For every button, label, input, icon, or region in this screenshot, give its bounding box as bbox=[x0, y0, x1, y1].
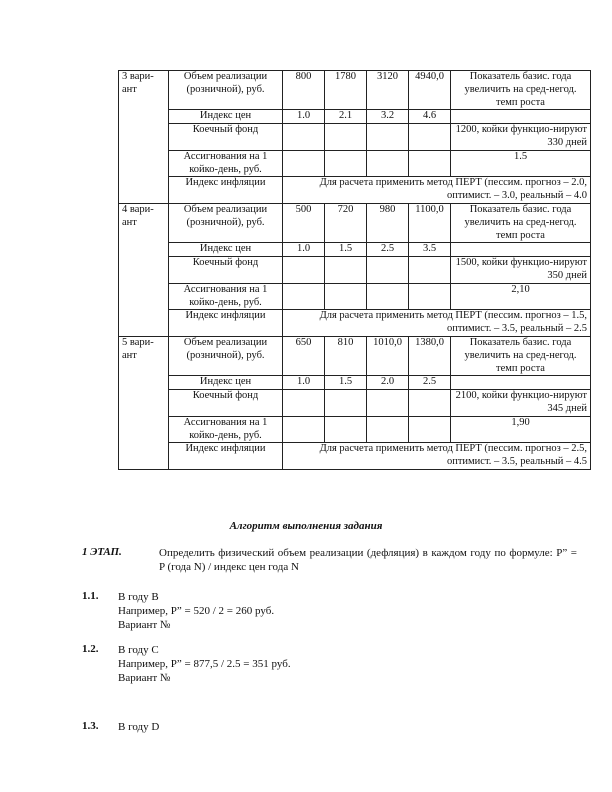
volume-cell: 1380,0 bbox=[409, 336, 451, 375]
volume-cell: 1780 bbox=[325, 71, 367, 110]
volume-note: Показатель базис. года увеличить на сред-негод. темп роста bbox=[451, 336, 591, 375]
price-cell: 1.5 bbox=[325, 376, 367, 390]
step-block bbox=[118, 590, 274, 632]
volume-cell: 980 bbox=[367, 203, 409, 242]
empty-cell bbox=[409, 283, 451, 310]
row-label: Объем реализации (розничной), руб. bbox=[169, 203, 283, 242]
price-cell: 2.5 bbox=[367, 243, 409, 257]
empty-cell bbox=[367, 150, 409, 177]
table-row bbox=[119, 177, 591, 204]
price-cell: 4.6 bbox=[409, 110, 451, 124]
step-number: 1.2. bbox=[82, 643, 99, 655]
row-label: Объем реализации (розничной), руб. bbox=[169, 336, 283, 375]
inflation-note: Для расчета применить метод ПЕРТ (пессим. прогноз – 2.5, оптимист. – 3.5, реальный – 4.5 bbox=[283, 443, 591, 470]
price-cell: 1.0 bbox=[283, 110, 325, 124]
price-cell: 3.2 bbox=[367, 110, 409, 124]
variant-label: 3 вари-ант bbox=[119, 71, 169, 204]
volume-cell: 1010,0 bbox=[367, 336, 409, 375]
empty-cell bbox=[367, 124, 409, 151]
empty-cell bbox=[367, 390, 409, 417]
table-row bbox=[119, 443, 591, 470]
volume-note: Показатель базис. года увеличить на сред-негод. темп роста bbox=[451, 203, 591, 242]
stage-label: 1 ЭТАП. bbox=[82, 546, 122, 558]
bed-note: 1200, койки функцио-нируют 330 дней bbox=[451, 124, 591, 151]
row-label: Ассигнования на 1 койко-день, руб. bbox=[169, 416, 283, 443]
price-cell: 2.5 bbox=[409, 376, 451, 390]
table-row bbox=[119, 376, 591, 390]
row-label: Коечный фонд bbox=[169, 124, 283, 151]
row-label: Коечный фонд bbox=[169, 390, 283, 417]
row-label: Объем реализации (розничной), руб. bbox=[169, 71, 283, 110]
algorithm-title: Алгоритм выполнения задания bbox=[229, 520, 383, 532]
row-label: Индекс инфляции bbox=[169, 310, 283, 337]
assign-value: 1,90 bbox=[451, 416, 591, 443]
volume-cell: 810 bbox=[325, 336, 367, 375]
volume-cell: 650 bbox=[283, 336, 325, 375]
table-row bbox=[119, 243, 591, 257]
variants-table bbox=[118, 70, 591, 470]
price-cell: 1.0 bbox=[283, 376, 325, 390]
row-label: Индекс цен bbox=[169, 110, 283, 124]
row-label: Ассигнования на 1 койко-день, руб. bbox=[169, 150, 283, 177]
volume-cell: 4940,0 bbox=[409, 71, 451, 110]
bed-note: 1500, койки функцио-нируют 350 дней bbox=[451, 257, 591, 284]
volume-cell: 500 bbox=[283, 203, 325, 242]
empty-cell bbox=[325, 390, 367, 417]
table-row bbox=[119, 150, 591, 177]
inflation-note: Для расчета применить метод ПЕРТ (пессим. прогноз – 2.0, оптимист. – 3.0, реальный – 4.0 bbox=[283, 177, 591, 204]
empty-cell bbox=[325, 150, 367, 177]
row-label: Индекс цен bbox=[169, 376, 283, 390]
step-number: 1.3. bbox=[82, 720, 99, 732]
variant-label: 4 вари-ант bbox=[119, 203, 169, 336]
volume-cell: 1100,0 bbox=[409, 203, 451, 242]
empty-cell bbox=[451, 110, 591, 124]
volume-cell: 800 bbox=[283, 71, 325, 110]
empty-cell bbox=[409, 124, 451, 151]
step-line: Например, P” = 520 / 2 = 260 руб. bbox=[118, 605, 275, 617]
empty-cell bbox=[325, 257, 367, 284]
step-line: В году С bbox=[118, 644, 159, 656]
table-row bbox=[119, 390, 591, 417]
empty-cell bbox=[451, 376, 591, 390]
empty-cell bbox=[283, 416, 325, 443]
table-row bbox=[119, 110, 591, 124]
empty-cell bbox=[409, 416, 451, 443]
assign-value: 1.5 bbox=[451, 150, 591, 177]
step-line: В году D bbox=[118, 721, 160, 733]
empty-cell bbox=[283, 150, 325, 177]
assign-value: 2,10 bbox=[451, 283, 591, 310]
price-cell: 3.5 bbox=[409, 243, 451, 257]
table-row bbox=[119, 124, 591, 151]
step-block bbox=[118, 643, 291, 685]
table-row bbox=[119, 416, 591, 443]
empty-cell bbox=[283, 390, 325, 417]
step-line: Вариант № bbox=[118, 619, 171, 631]
step-block bbox=[118, 720, 159, 734]
empty-cell bbox=[367, 283, 409, 310]
price-cell: 2.1 bbox=[325, 110, 367, 124]
price-cell: 1.0 bbox=[283, 243, 325, 257]
table-row bbox=[119, 310, 591, 337]
table-row bbox=[119, 71, 591, 110]
step-line: Например, P” = 877,5 / 2.5 = 351 руб. bbox=[118, 658, 291, 670]
table-row bbox=[119, 203, 591, 242]
empty-cell bbox=[451, 243, 591, 257]
table-row bbox=[119, 257, 591, 284]
table-row bbox=[119, 283, 591, 310]
table-row bbox=[119, 336, 591, 375]
empty-cell bbox=[367, 257, 409, 284]
row-label: Индекс инфляции bbox=[169, 443, 283, 470]
row-label: Индекс инфляции bbox=[169, 177, 283, 204]
stage-text: Определить физический объем реализации (дефляция) в каждом году по формуле: P” = P (года N) / индекс цен года N bbox=[159, 547, 577, 573]
price-cell: 2.0 bbox=[367, 376, 409, 390]
row-label: Индекс цен bbox=[169, 243, 283, 257]
row-label: Ассигнования на 1 койко-день, руб. bbox=[169, 283, 283, 310]
volume-note: Показатель базис. года увеличить на сред-негод. темп роста bbox=[451, 71, 591, 110]
empty-cell bbox=[409, 150, 451, 177]
step-line: Вариант № bbox=[118, 672, 171, 684]
empty-cell bbox=[367, 416, 409, 443]
empty-cell bbox=[283, 283, 325, 310]
step-line: В году В bbox=[118, 591, 159, 603]
variant-label: 5 вари-ант bbox=[119, 336, 169, 469]
row-label: Коечный фонд bbox=[169, 257, 283, 284]
volume-cell: 3120 bbox=[367, 71, 409, 110]
bed-note: 2100, койки функцио-нируют 345 дней bbox=[451, 390, 591, 417]
empty-cell bbox=[325, 124, 367, 151]
step-number: 1.1. bbox=[82, 590, 99, 602]
empty-cell bbox=[325, 283, 367, 310]
price-cell: 1.5 bbox=[325, 243, 367, 257]
empty-cell bbox=[409, 257, 451, 284]
empty-cell bbox=[325, 416, 367, 443]
empty-cell bbox=[283, 124, 325, 151]
volume-cell: 720 bbox=[325, 203, 367, 242]
empty-cell bbox=[409, 390, 451, 417]
empty-cell bbox=[283, 257, 325, 284]
inflation-note: Для расчета применить метод ПЕРТ (пессим. прогноз – 1.5, оптимист. – 3.5, реальный – 2.5 bbox=[283, 310, 591, 337]
